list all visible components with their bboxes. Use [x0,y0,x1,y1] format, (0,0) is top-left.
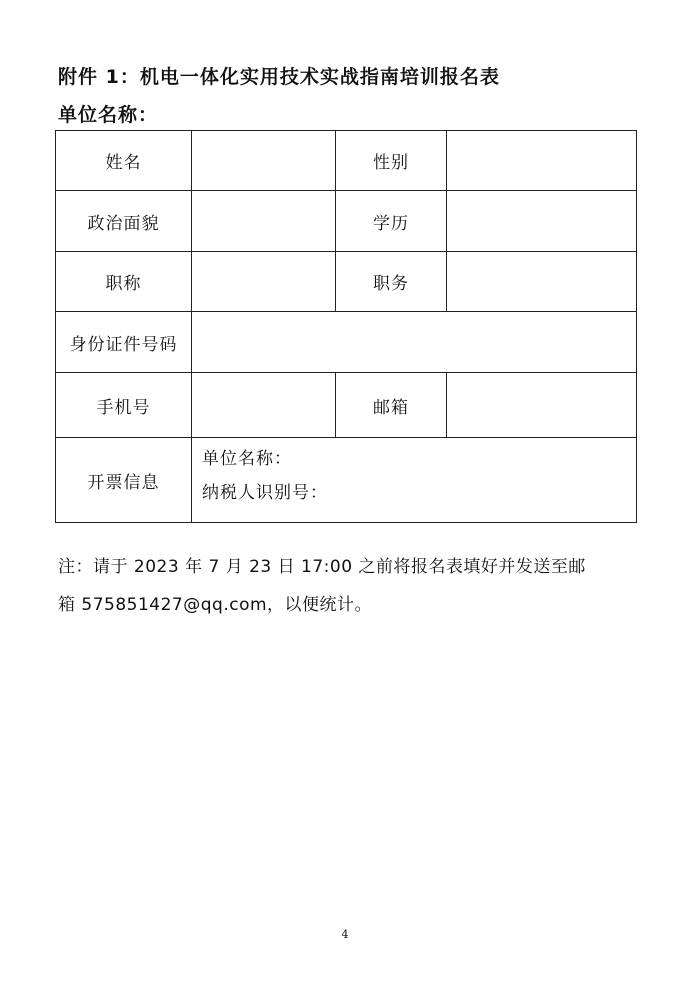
education-label: 学历 [336,191,447,252]
submission-note [58,548,638,624]
invoice-unit-name-label: 单位名称： [202,449,292,469]
professional-title-field[interactable] [192,252,336,312]
id-number-label: 身份证件号码 [56,312,192,373]
position-field[interactable] [447,252,637,312]
table-row [56,131,637,191]
table-row [56,312,637,373]
education-field[interactable] [447,191,637,252]
invoice-info-label: 开票信息 [56,438,192,523]
professional-title-label: 职称 [56,252,192,312]
invoice-taxpayer-id-label: 纳税人识别号： [202,483,328,503]
table-row [56,252,637,312]
registration-form-table [55,130,637,523]
table-row [56,191,637,252]
gender-field[interactable] [447,131,637,191]
document-title: 附件 1：机电一体化实用技术实战指南培训报名表 [58,66,500,88]
unit-name-label: 单位名称： [58,104,159,126]
page-number: 4 [341,928,349,941]
table-row [56,438,637,523]
phone-label: 手机号 [56,373,192,438]
id-number-field[interactable] [192,312,637,373]
political-status-label: 政治面貌 [56,191,192,252]
political-status-field[interactable] [192,191,336,252]
table-row [56,373,637,438]
email-field[interactable] [447,373,637,438]
name-field[interactable] [192,131,336,191]
email-label: 邮箱 [336,373,447,438]
invoice-info-field[interactable] [192,438,637,523]
name-label: 姓名 [56,131,192,191]
phone-field[interactable] [192,373,336,438]
note-line: 箱 575851427@qq.com，以便统计。 [58,595,373,615]
position-label: 职务 [336,252,447,312]
gender-label: 性别 [336,131,447,191]
note-line: 注：请于 2023 年 7 月 23 日 17:00 之前将报名表填好并发送至邮 [58,557,586,577]
